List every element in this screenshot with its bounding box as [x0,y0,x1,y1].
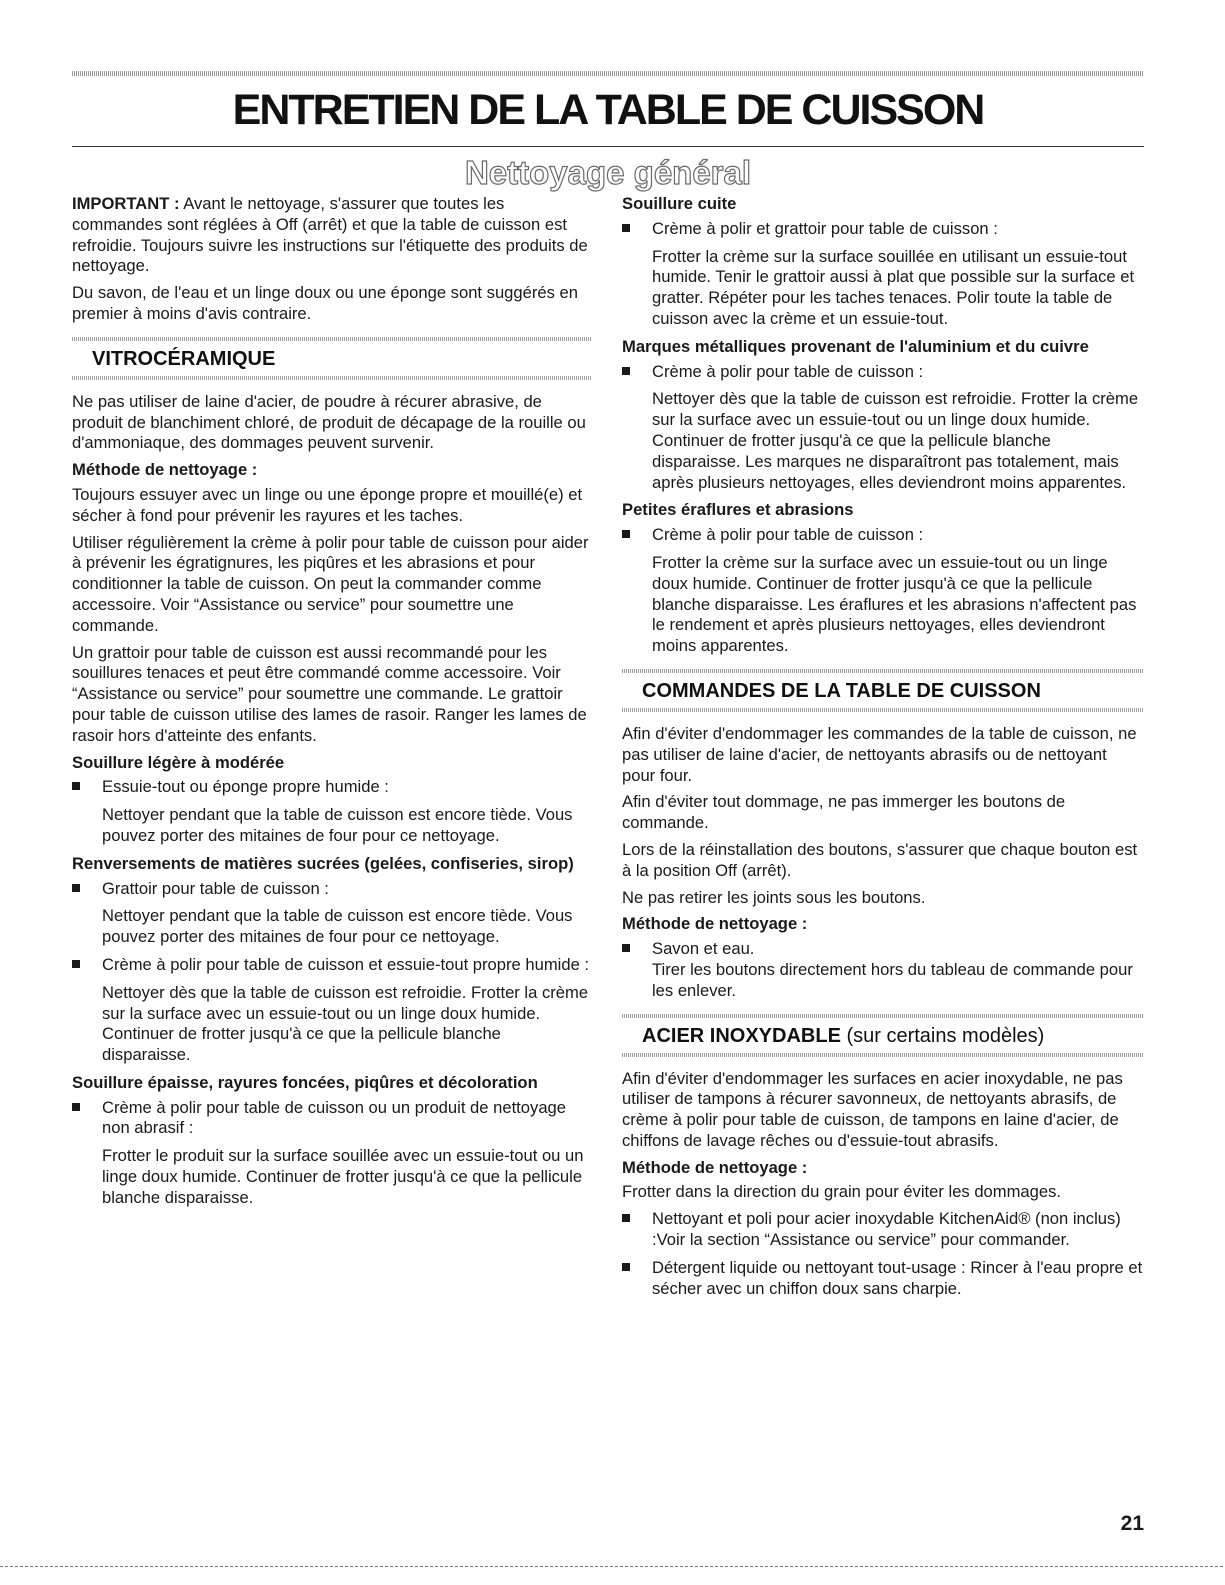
important-text: Avant le nettoyage, s'assurer que toutes les commandes sont réglées à Off (arrêt) et que la table de cuisson est refroidie. Toujours suivre les instructions sur l'étiquette des produits de nettoyage. [72,194,588,276]
important-label: IMPORTANT : [72,194,180,213]
stainless-paragraph-1: Afin d'éviter d'endommager les surfaces en acier inoxydable, ne pas utiliser de tampons à récurer savonneux, de nettoyants abrasifs, de crème à polir pour table de cuisson, de tampons en laine d'acier, de chiffons de lavage rêches ou d'essuie-tout abrasifs. [622,1068,1123,1150]
scratches-heading: Petites éraflures et abrasions [622,500,854,520]
bullet-icon [72,1103,80,1111]
stainless-title-main: ACIER INOXYDABLE [642,1024,841,1047]
bullet-text: Savon et eau. [652,939,755,959]
list-item [72,879,592,900]
bullet-text: Crème à polir et grattoir pour table de cuisson : [652,218,998,238]
stainless-title-suffix: (sur certains modèles) [840,1024,1045,1047]
metal-marks-heading: Marques métalliques provenant de l'aluminium et du cuivre [622,336,1089,356]
bullet-icon [72,782,80,790]
list-item [622,525,1144,546]
band-dotted-rule [622,708,1144,712]
heavy-soil-text: Frotter le produit sur la surface souillée avec un essuie-tout ou un linge doux humide. Continuer de frotter jusqu'à ce que la pellicule blanche disparaisse. [102,1146,584,1207]
list-item [622,1258,1144,1300]
baked-soil-heading: Souillure cuite [622,194,737,213]
list-item [72,777,592,798]
list-item [72,955,592,976]
band-dotted-rule [622,1053,1144,1057]
controls-title: COMMANDES DE LA TABLE DE CUISSON [642,679,1041,702]
bullet-icon [622,944,630,952]
list-item [72,1098,592,1140]
left-column [72,194,592,1216]
right-column [622,194,1144,1306]
vitroceramique-title: VITROCÉRAMIQUE [92,347,276,370]
bullet-icon [622,367,630,375]
bullet-text: Crème à polir pour table de cuisson : [652,361,924,381]
scratches-text: Frotter la crème sur la surface avec un essuie-tout ou un linge doux humide. Continuer de frotter jusqu'à ce que la pellicule blanche disparaisse. Les éraflures et les abrasions n'affectent pas le rendement et après plusieurs nettoyages, elles deviendront moins apparentes. [652,552,1137,656]
baked-soil-text: Frotter la crème sur la surface souillée en utilisant un essuie-tout humide. Tenir le grattoir aussi à plat que possible sur la surface et gratter. Répéter pour les taches tenaces. Polir toute la table de cuisson avec la crème et un essuie-tout. [652,246,1135,328]
bottom-dashed-rule [0,1566,1225,1567]
list-item [622,939,1144,1001]
bullet-icon [622,224,630,232]
stainless-title [622,1018,1144,1053]
metal-marks-text: Nettoyer dès que la table de cuisson est refroidie. Frotter la crème sur la surface avec un essuie-tout ou un linge doux humide. Continuer de frotter jusqu'à ce que la pellicule blanche disparaisse. Les marques ne disparaîtront pas totalement, mais après plusieurs nettoyages, elles deviendront moins apparentes. [652,389,1139,492]
page-number: 21 [1120,1512,1144,1535]
bullet-detail: Tirer les boutons directement hors du tableau de commande pour les enlever. [652,959,1133,1000]
bullet-icon [72,960,80,968]
intro-paragraph [72,194,592,277]
method-paragraph-3: Un grattoir pour table de cuisson est aussi recommandé pour les souillures tenaces et peut être commandé comme accessoire. Voir “Assistance ou service” pour soumettre une commande. Le grattoir pour table de cuisson utilise des lames de rasoir. Ranger les lames de rasoir hors d'atteinte des enfants. [72,642,587,745]
bullet-text: Grattoir pour table de cuisson : [102,878,329,898]
band-dotted-rule [72,376,592,380]
list-item [622,219,1144,240]
sugar-spills-text-1: Nettoyer pendant que la table de cuisson est encore tiède. Vous pouvez porter des mitaines de four pour ce nettoyage. [102,906,573,947]
light-soil-heading: Souillure légère à modérée [72,752,285,772]
method-heading: Méthode de nettoyage : [72,460,258,480]
heavy-soil-heading: Souillure épaisse, rayures foncées, piqûres et décoloration [72,1072,538,1092]
bullet-text: Essuie-tout ou éponge propre humide : [102,777,389,797]
list-item [622,1209,1144,1251]
controls-paragraph-3: Lors de la réinstallation des boutons, s'assurer que chaque bouton est à la position Off (arrêt). [622,839,1138,880]
light-soil-text: Nettoyer pendant que la table de cuisson est encore tiède. Vous pouvez porter des mitaines de four pour ce nettoyage. [102,805,573,845]
bullet-icon [622,530,630,538]
page-title: ENTRETIEN DE LA TABLE DE CUISSON [232,86,984,134]
bullet-text: Crème à polir pour table de cuisson et essuie-tout propre humide : [102,954,590,974]
controls-method-heading: Méthode de nettoyage : [622,914,808,934]
method-paragraph-2: Utiliser régulièrement la crème à polir pour table de cuisson pour aider à prévenir les égratignures, les piqûres et les abrasions et pour conditionner la table de cuisson. On peut la commander comme accessoire. Voir “Assistance ou service” pour soumettre une commande. [72,532,589,635]
stainless-band [622,1014,1144,1057]
bullet-text: Crème à polir pour table de cuisson ou un produit de nettoyage non abrasif : [102,1097,567,1138]
section-title: Nettoyage général [464,154,752,191]
sugar-spills-text-2: Nettoyer dès que la table de cuisson est refroidie. Frotter la crème sur la surface avec un essuie-tout ou un linge doux humide. Continuer de frotter jusqu'à ce que la pellicule blanche disparaisse. [102,982,589,1065]
bullet-text: Nettoyant et poli pour acier inoxydable KitchenAid® (non inclus) :Voir la section “Assistance ou service” pour commander. [652,1209,1121,1250]
controls-paragraph-2: Afin d'éviter tout dommage, ne pas immerger les boutons de commande. [622,792,1066,833]
bullet-icon [622,1263,630,1271]
controls-band [622,669,1144,712]
intro-paragraph-2: Du savon, de l'eau et un linge doux ou une éponge sont suggérés en premier à moins d'avis contraire. [72,283,578,323]
vitro-warning: Ne pas utiliser de laine d'acier, de poudre à récurer abrasive, de produit de blanchiment chloré, de produit de décapage de la rouille ou d'ammoniaque, des dommages peuvent survenir. [72,391,586,453]
controls-paragraph-1: Afin d'éviter d'endommager les commandes de la table de cuisson, ne pas utiliser de laine d'acier, de nettoyants abrasifs ou de nettoyant pour four. [622,723,1137,785]
bullet-icon [72,884,80,892]
method-paragraph-1: Toujours essuyer avec un linge ou une éponge propre et mouillé(e) et sécher à fond pour prévenir les rayures et les taches. [72,484,583,525]
bullet-text: Détergent liquide ou nettoyant tout-usage : Rincer à l'eau propre et sécher avec un chiffon doux sans charpie. [652,1257,1143,1298]
bullet-text: Crème à polir pour table de cuisson : [652,525,924,545]
controls-paragraph-4: Ne pas retirer les joints sous les boutons. [622,887,926,907]
title-divider [72,146,1144,147]
list-item [622,362,1144,383]
sugar-spills-heading: Renversements de matières sucrées (gelées, confiseries, sirop) [72,853,574,873]
stainless-method-heading: Méthode de nettoyage : [622,1157,808,1177]
top-dotted-rule [72,71,1144,76]
vitroceramique-band [72,337,592,380]
stainless-paragraph-2: Frotter dans la direction du grain pour éviter les dommages. [622,1182,1062,1202]
bullet-icon [622,1214,630,1222]
